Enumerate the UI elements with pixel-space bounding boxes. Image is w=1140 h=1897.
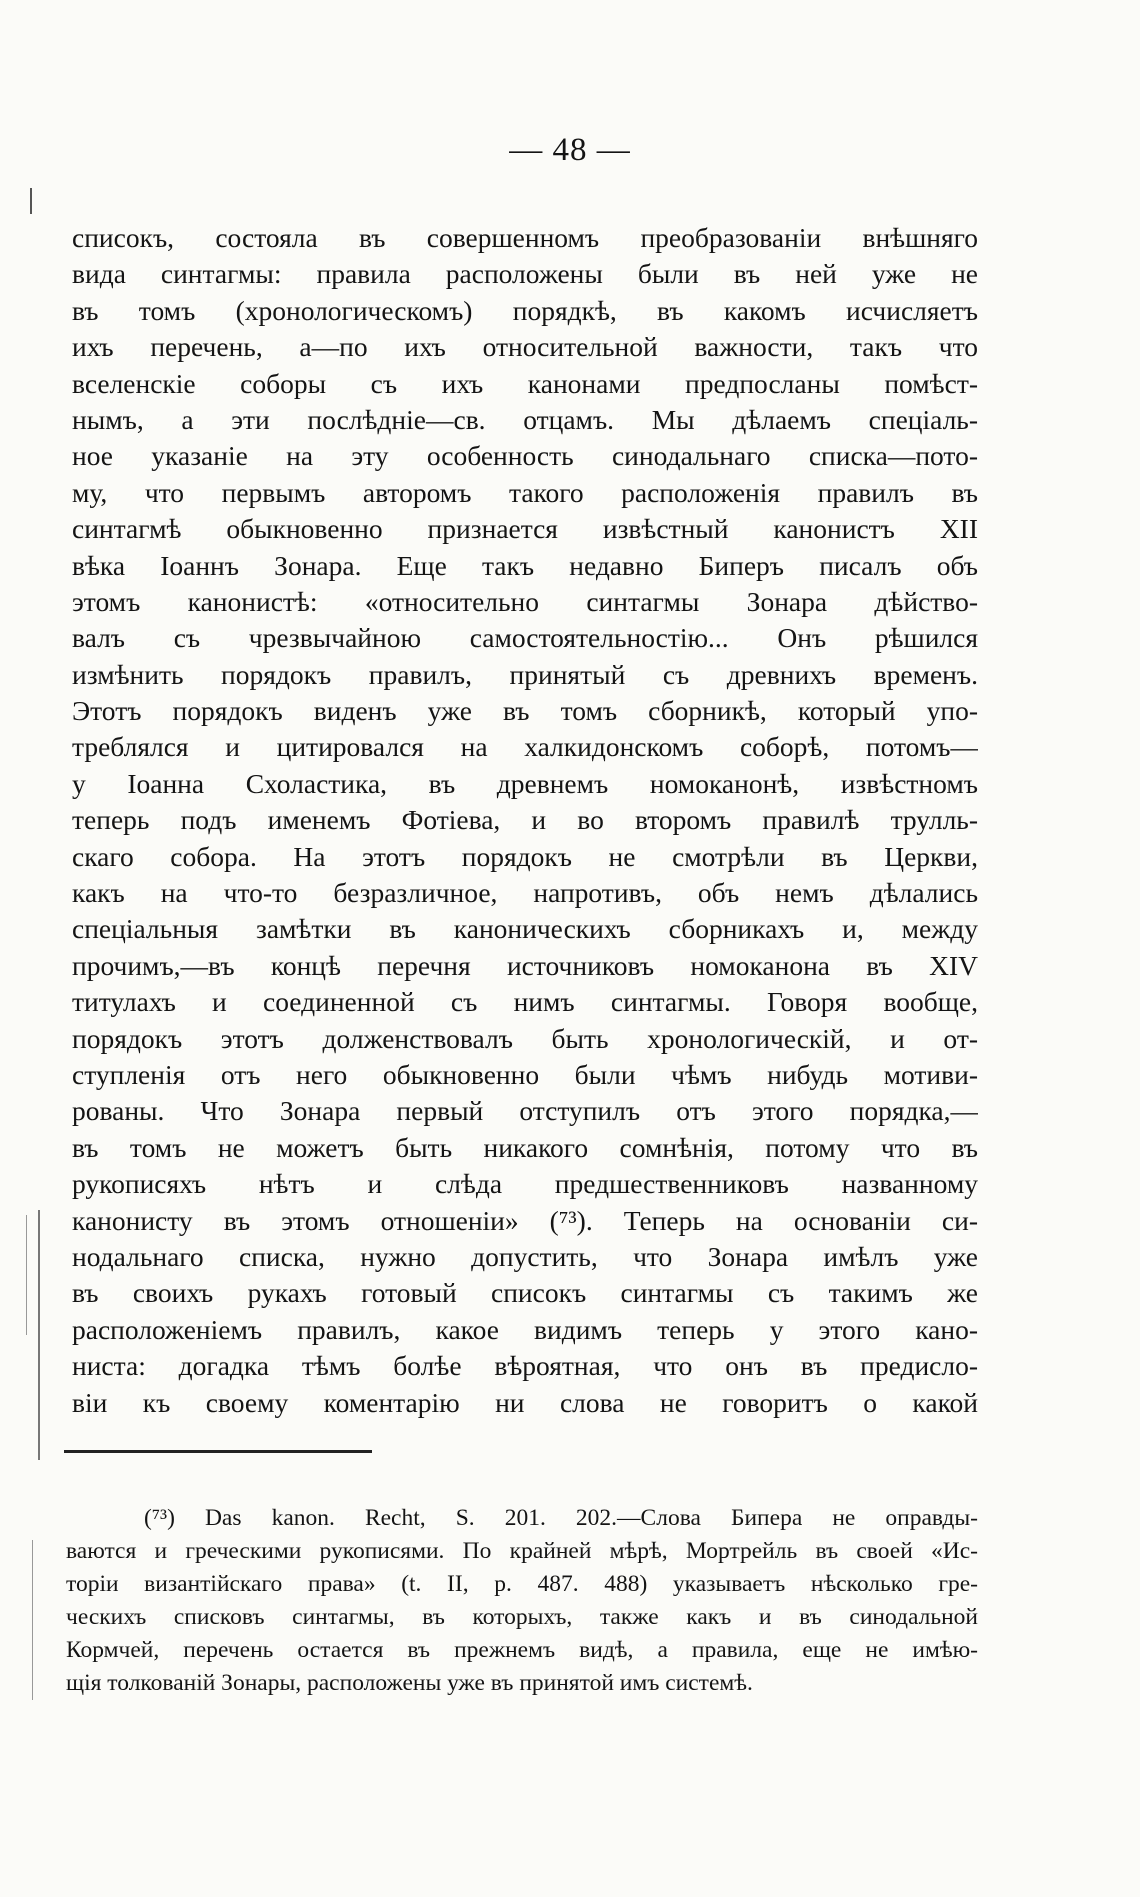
text-line: нодальнаго списка, нужно допустить, что Зонара имѣлъ уже — [72, 1240, 978, 1272]
text-line: списокъ, состояла въ совершенномъ преобразованіи внѣшняго — [72, 222, 978, 253]
footnote-line: щія толкованій Зонары, расположены уже въ принятой имъ системѣ. — [66, 1670, 753, 1696]
text-line: му, что первымъ авторомъ такого расположенія правилъ въ — [72, 476, 978, 508]
text-line: валъ съ чрезвычайною самостоятельностію... Онъ рѣшился — [72, 622, 978, 654]
text-line: канонисту въ этомъ отношеніи» (⁷³). Теперь на основаніи си- — [72, 1204, 978, 1236]
text-line: ихъ перечень, а—по ихъ относительной важности, такъ что — [72, 331, 978, 363]
text-line: вида синтагмы: правила расположены были въ ней уже не — [72, 258, 978, 290]
text-line: спеціальныя замѣтки въ каноническихъ сборникахъ и, между — [72, 913, 978, 945]
text-line: этомъ канонистѣ: «относительно синтагмы Зонара дѣйство- — [72, 585, 978, 617]
text-line: въ томъ (хронологическомъ) порядкѣ, въ какомъ исчисляетъ — [72, 294, 978, 326]
footnote-line: торіи византійскаго права» (t. II, p. 487. 488) указываетъ нѣсколько гре- — [66, 1571, 978, 1597]
text-line: синтагмѣ обыкновенно признается извѣстный канонистъ XII — [72, 513, 978, 545]
text-line: у Іоанна Схоластика, въ древнемъ номоканонѣ, извѣстномъ — [72, 767, 978, 799]
footnote-line: ческихъ списковъ синтагмы, въ которыхъ, также какъ и въ синодальной — [66, 1604, 978, 1630]
footnote — [66, 1502, 978, 1700]
margin-pencil-mark — [30, 188, 32, 214]
text-line: віи къ своему коментарію ни слова не говоритъ о какой — [72, 1386, 978, 1418]
text-line: какъ на что-то безразличное, напротивъ, объ немъ дѣлались — [72, 877, 978, 909]
text-line: въ томъ не можетъ быть никакого сомнѣнія, потому что въ — [72, 1131, 978, 1163]
text-line: рукописяхъ нѣтъ и слѣда предшественниковъ названному — [72, 1168, 978, 1200]
text-line: рованы. Что Зонара первый отступилъ отъ этого порядка,— — [72, 1095, 978, 1127]
text-line: вѣка Іоаннъ Зонара. Еще такъ недавно Биперъ писалъ объ — [72, 549, 978, 581]
text-line: ное указаніе на эту особенность синодальнаго списка—пото- — [72, 440, 978, 472]
text-line: вселенскіе соборы съ ихъ канонами предпосланы помѣст- — [72, 367, 978, 399]
text-line: ступленія отъ него обыкновенно были чѣмъ нибудь мотиви- — [72, 1058, 978, 1090]
text-line: прочимъ,—въ концѣ перечня источниковъ номоканона въ XIV — [72, 949, 978, 981]
margin-pencil-mark — [26, 1215, 27, 1335]
text-line: нымъ, а эти послѣдніе—св. отцамъ. Мы дѣлаемъ спеціаль- — [72, 403, 978, 435]
text-line: титулахъ и соединенной съ нимъ синтагмы. Говоря вообще, — [72, 986, 978, 1018]
page-number: — 48 — — [509, 132, 631, 168]
footnote-line: ваются и греческими рукописями. По крайней мѣрѣ, Мортрейль въ своей «Ис- — [66, 1538, 978, 1564]
footnote-separator — [64, 1450, 372, 1453]
text-line: расположеніемъ правилъ, какое видимъ теперь у этого кано- — [72, 1313, 978, 1345]
text-line: Этотъ порядокъ виденъ уже въ томъ сборникѣ, который упо- — [72, 695, 978, 727]
margin-pencil-mark — [32, 1540, 33, 1700]
text-line: теперь подъ именемъ Фотіева, и во второмъ правилѣ трулль- — [72, 804, 978, 836]
text-line: въ своихъ рукахъ готовый списокъ синтагмы съ такимъ же — [72, 1277, 978, 1309]
footnote-line: Кормчей, перечень остается въ прежнемъ видѣ, а правила, еще не имѣю- — [66, 1637, 978, 1663]
margin-pencil-mark — [38, 1210, 40, 1460]
main-text — [72, 220, 978, 1421]
text-line: треблялся и цитировался на халкидонскомъ соборѣ, потомъ— — [72, 731, 978, 763]
text-line: ниста: догадка тѣмъ болѣе вѣроятная, что онъ въ предисло- — [72, 1350, 978, 1382]
text-line: скаго собора. На этотъ порядокъ не смотрѣли въ Церкви, — [72, 840, 978, 872]
text-line: измѣнить порядокъ правилъ, принятый съ древнихъ временъ. — [72, 658, 978, 690]
text-line: порядокъ этотъ долженствовалъ быть хронологическій, и от- — [72, 1022, 978, 1054]
footnote-line: (⁷³) Das kanon. Recht, S. 201. 202.—Слова Бипера не оправды- — [144, 1505, 978, 1531]
